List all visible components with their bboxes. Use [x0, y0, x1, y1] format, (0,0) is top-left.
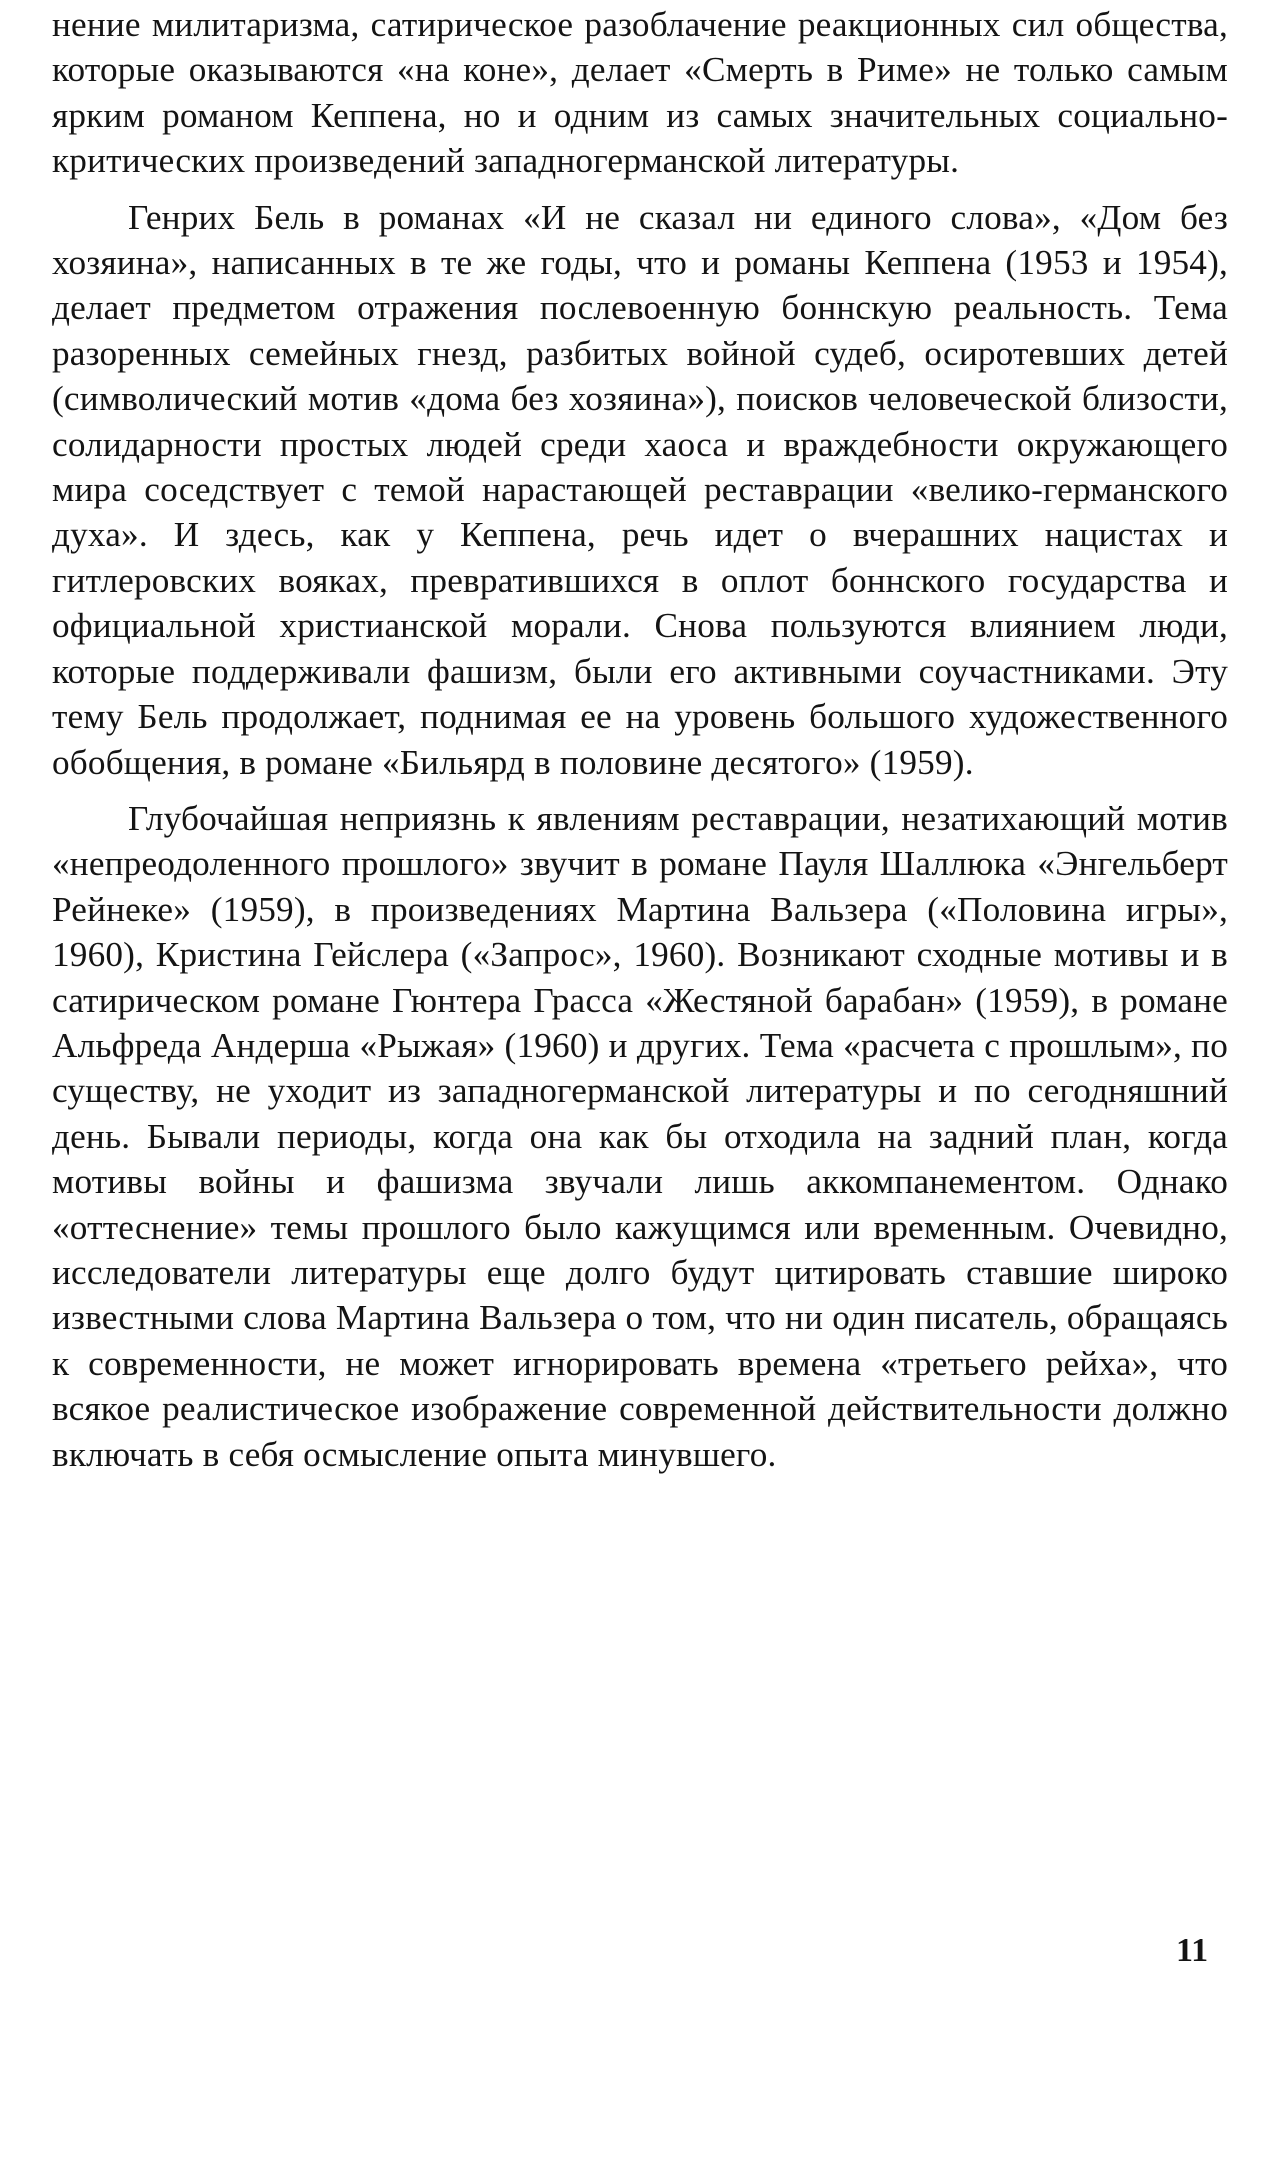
paragraph-continuation: нение милитаризма, сатирическое разоблачение реакционных сил общества, которые оказываются «на коне», делает «Смерть в Риме» не только самым ярким романом Кеппена, но и одним из самых значительных социально-критических произведений западногерманской литературы. — [52, 5, 1228, 181]
paragraph-restoration: Глубочайшая неприязнь к явлениям реставрации, незатихающий мотив «непреодоленного прошлого» звучит в романе Пауля Шаллюка «Энгельберт Рейнеке» (1959), в произведениях Мартина Вальзера («Половина игры», 1960), Кристина Гейслера («Запрос», 1960). Возникают сходные мотивы и в сатирическом романе Гюнтера Грасса «Жестяной барабан» (1959), в романе Альфреда Андерша «Рыжая» (1960) и других. Тема «расчета с прошлым», по существу, не уходит из западногерманской литературы и по сегодняшний день. Бывали периоды, когда она как бы отходила на задний план, когда мотивы войны и фашизма звучали лишь аккомпанементом. Однако «оттеснение» темы прошлого было кажущимся или временным. Очевидно, исследователи литературы еще долго будут цитировать ставшие широко известными слова Мартина Вальзера о том, что ни один писатель, обращаясь к современности, не может игнорировать времена «третьего рейха», что всякое реалистическое изображение современной действительности должно включать в себя осмысление опыта минувшего. — [52, 798, 1228, 1474]
page-number: 11 — [1176, 1932, 1209, 1969]
paragraph-boll: Генрих Бель в романах «И не сказал ни единого слова», «Дом без хозяина», написанных в те же годы, что и романы Кеппена (1953 и 1954), делает предметом отражения послевоенную боннскую реальность. Тема разоренных семейных гнезд, разбитых войной судеб, осиротевших детей (символический мотив «дома без хозяина»), поисков человеческой близости, солидарности простых людей среди хаоса и враждебности окружающего мира соседствует с темой нарастающей реставрации «велико-германского духа». И здесь, как у Кеппена, речь идет о вчерашних нацистах и гитлеровских вояках, превратившихся в оплот боннского государства и официальной христианской морали. Снова пользуются влиянием люди, которые поддерживали фашизм, были его активными соучастниками. Эту тему Бель продолжает, поднимая ее на уровень большого художественного обобщения, в романе «Бильярд в половине десятого» (1959). — [52, 197, 1228, 782]
page-body — [52, 2, 1228, 1488]
